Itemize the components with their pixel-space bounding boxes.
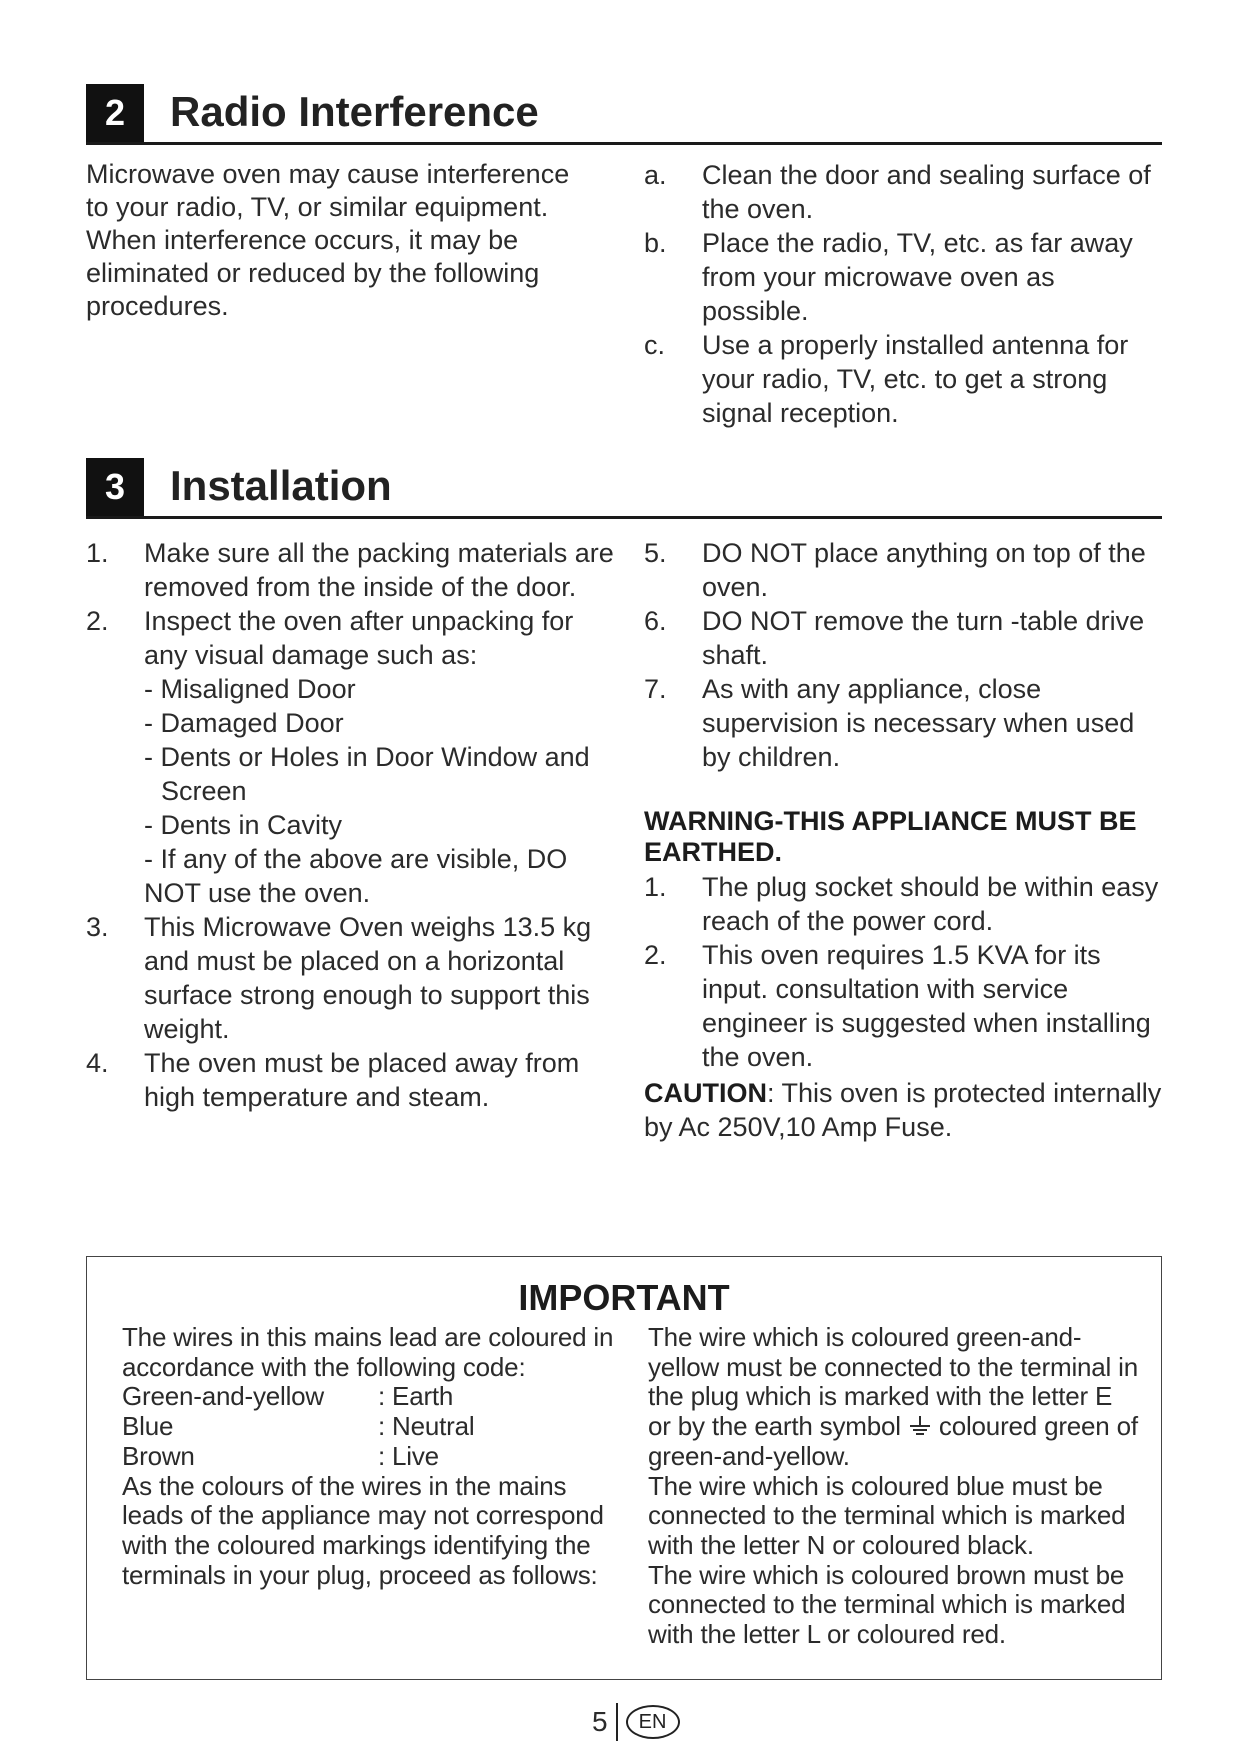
- list-marker: 2.: [644, 940, 667, 970]
- wire-code-column: [122, 1323, 622, 1590]
- list-marker: 6.: [644, 606, 667, 636]
- list-marker: 7.: [644, 674, 667, 704]
- damage-item: - Dents in Cavity: [144, 810, 343, 840]
- list-text: DO NOT place anything on top of the oven.: [702, 538, 1146, 602]
- list-text: This Microwave Oven weighs 13.5 kg and must be placed on a horizontal surface strong enough to support this weight.: [144, 912, 592, 1044]
- damage-item: - Damaged Door: [144, 708, 344, 738]
- caution-label: CAUTION: [644, 1078, 767, 1108]
- list-text: Use a properly installed antenna for your radio, TV, etc. to get a strong signal reception.: [702, 330, 1129, 428]
- wire-colour: Blue: [122, 1411, 174, 1442]
- list-item: [644, 536, 1164, 604]
- list-item: [644, 604, 1164, 672]
- list-item: [86, 1046, 618, 1114]
- list-text: DO NOT remove the turn -table drive shaft.: [702, 606, 1145, 670]
- damage-item: - Dents or Holes in Door Window and Screen: [144, 742, 590, 806]
- important-title: IMPORTANT: [518, 1277, 730, 1318]
- wire-connection-column: [648, 1323, 1138, 1650]
- footer-divider: [616, 1703, 618, 1741]
- list-marker: c.: [644, 330, 666, 360]
- list-item: [86, 910, 618, 1046]
- list-marker: 3.: [86, 912, 109, 942]
- language-badge: EN: [626, 1705, 680, 1739]
- wire-function: : Neutral: [378, 1411, 475, 1442]
- green-yellow-wire-instruction: [648, 1323, 1138, 1472]
- section-number-badge: 2: [86, 84, 144, 142]
- list-text: The plug socket should be within easy reach of the power cord.: [702, 872, 1159, 936]
- list-text: The oven must be placed away from high temperature and steam.: [144, 1048, 580, 1112]
- list-marker: 4.: [86, 1048, 109, 1078]
- installation-section-header: [86, 458, 1162, 519]
- brown-wire-instruction: The wire which is coloured brown must be connected to the terminal which is marked with the letter L or coloured red.: [648, 1559, 1126, 1650]
- list-marker: 1.: [86, 538, 109, 568]
- list-marker: 5.: [644, 538, 667, 568]
- list-marker: 1.: [644, 872, 667, 902]
- list-item: [644, 158, 1164, 226]
- wire-code-row: [122, 1412, 622, 1442]
- page-number: 5: [592, 1706, 608, 1737]
- caution-note: [644, 1076, 1164, 1144]
- wire-code-outro: As the colours of the wires in the mains leads of the appliance may not correspond with the coloured markings identifying the terminals in your plug, proceed as follows:: [122, 1470, 604, 1590]
- wire-function: : Live: [378, 1440, 439, 1471]
- wire-code-row: [122, 1382, 622, 1412]
- section-title: Radio Interference: [170, 88, 539, 135]
- list-item: [86, 536, 618, 604]
- wire-colour: Brown: [122, 1440, 195, 1471]
- caution-text: : This oven is protected internally by Ac 250V,10 Amp Fuse.: [644, 1078, 1162, 1142]
- green-yellow-text: The wire which is coloured green-and-yellow must be connected to the terminal in the plug which is marked with the letter E or by the earth symbol: [648, 1322, 1138, 1442]
- damage-warning: - If any of the above are visible, DO NOT use the oven.: [144, 844, 568, 908]
- list-marker: 2.: [86, 606, 109, 636]
- list-item: [86, 604, 618, 910]
- earth-warning-heading: WARNING-THIS APPLIANCE MUST BE EARTHED.: [644, 806, 1137, 867]
- list-item: [644, 870, 1164, 938]
- earth-requirements-list: [644, 870, 1164, 1074]
- blue-wire-instruction: The wire which is coloured blue must be connected to the terminal which is marked with the letter N or coloured black.: [648, 1470, 1126, 1560]
- green-yellow-text-end: coloured green of green-and-yellow.: [648, 1411, 1138, 1471]
- radio-steps-list: [644, 158, 1164, 430]
- list-text: Place the radio, TV, etc. as far away from your microwave oven as possible.: [702, 228, 1133, 326]
- list-marker: a.: [644, 160, 667, 190]
- list-item: [644, 328, 1164, 430]
- list-item: [644, 938, 1164, 1074]
- list-item: [644, 672, 1164, 774]
- list-text: Clean the door and sealing surface of the oven.: [702, 160, 1151, 224]
- list-text: As with any appliance, close supervision is necessary when used by children.: [702, 674, 1135, 772]
- wire-colour: Green-and-yellow: [122, 1381, 325, 1412]
- section-title: Installation: [170, 462, 392, 509]
- wire-function: : Earth: [378, 1381, 454, 1412]
- important-box: [86, 1256, 1162, 1680]
- damage-item: - Misaligned Door: [144, 674, 356, 704]
- wire-code-row: [122, 1442, 622, 1472]
- installation-right-list: [644, 536, 1164, 774]
- radio-intro: Microwave oven may cause interference to your radio, TV, or similar equipment. When interference occurs, it may be eliminated or reduced by the following procedures.: [86, 159, 570, 321]
- list-text: Inspect the oven after unpacking for any visual damage such as:: [144, 606, 574, 670]
- radio-section-header: [86, 84, 1162, 145]
- section-number-badge: 3: [86, 458, 144, 516]
- list-marker: b.: [644, 228, 667, 258]
- list-text: Make sure all the packing materials are removed from the inside of the door.: [144, 538, 614, 602]
- list-item: [644, 226, 1164, 328]
- earth-symbol-icon: [908, 1415, 932, 1437]
- list-text: This oven requires 1.5 KVA for its input. consultation with service engineer is suggested when installing the oven.: [702, 940, 1151, 1072]
- page-footer: [592, 1702, 680, 1742]
- wire-code-intro: The wires in this mains lead are coloured in accordance with the following code:: [122, 1322, 614, 1382]
- installation-left-list: [86, 536, 618, 1114]
